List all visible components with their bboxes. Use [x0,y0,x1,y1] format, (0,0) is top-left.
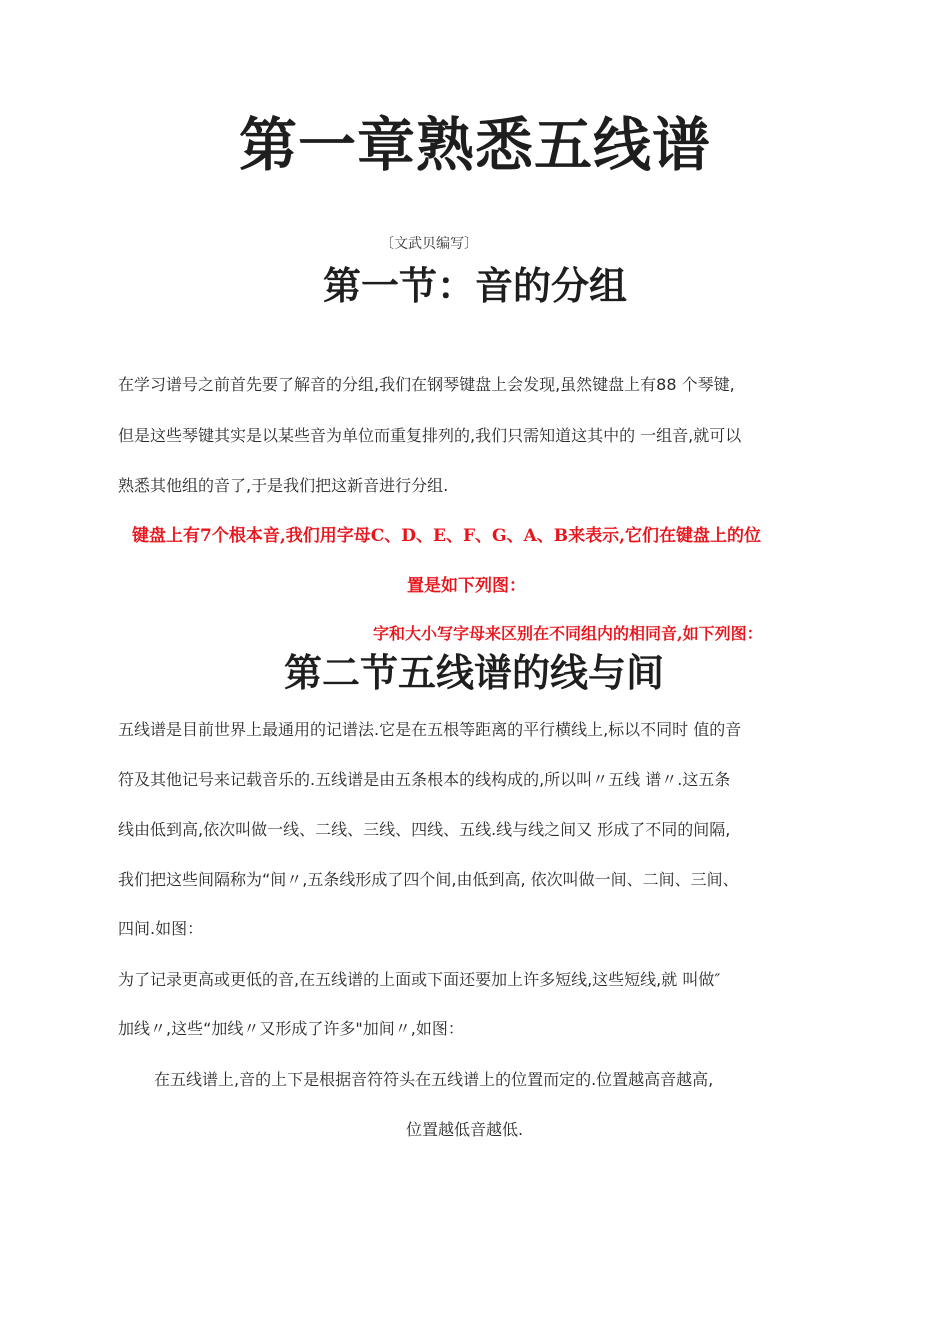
section2-paragraph-line: 位置越低音越低. [406,1120,524,1139]
section1-red-line: 字和大小写字母来区别在不同组内的相同音,如下列图： [373,624,763,643]
author-note: 〔文武贝编写〕 [380,236,478,252]
section1-paragraph-line: 熟悉其他组的音了,于是我们把这新音进行分组. [118,476,449,495]
section1-paragraph-line: 在学习谱号之前首先要了解音的分组,我们在钢琴键盘上会发现,虽然键盘上有88 个琴键, [118,375,735,394]
section2-paragraph-line: 符及其他记号来记载音乐的.五线谱是由五条根本的线构成的,所以叫〃五线 谱〃.这五条 [118,770,731,789]
section1-red-line: 键盘上有7个根本音,我们用字母C、D、E、F、G、A、B来表示,它们在键盘上的位 [132,526,762,546]
section2-title: 第二节五线谱的线与间 [284,651,665,695]
section2-paragraph-line: 线由低到高,依次叫做一线、二线、三线、四线、五线.线与线之间又 形成了不同的间隔, [118,820,731,839]
section2-paragraph-line: 在五线谱上,音的上下是根据音符符头在五线谱上的位置而定的.位置越高音越高, [154,1070,714,1089]
section2-paragraph-line: 加线〃,这些“加线〃又形成了许多"加间〃,如图： [118,1019,464,1038]
section2-paragraph-line: 我们把这些间隔称为“间〃,五条线形成了四个间,由低到高, 依次叫做一间、二间、三间、 [118,870,739,889]
section2-paragraph-line: 为了记录更高或更低的音,在五线谱的上面或下面还要加上许多短线,这些短线,就 叫做″ [118,970,721,989]
chapter-title: 第一章熟悉五线谱 [238,111,711,179]
section1-paragraph-line: 但是这些琴键其实是以某些音为单位而重复排列的,我们只需知道这其中的 一组音,就可以 [118,426,742,445]
section1-title: 第一节：音的分组 [322,264,627,308]
section1-red-line: 置是如下列图： [407,576,526,596]
section2-paragraph-line: 五线谱是目前世界上最通用的记谱法.它是在五根等距离的平行横线上,标以不同时 值的音 [118,720,742,739]
section2-paragraph-line: 四间.如图： [118,919,204,938]
